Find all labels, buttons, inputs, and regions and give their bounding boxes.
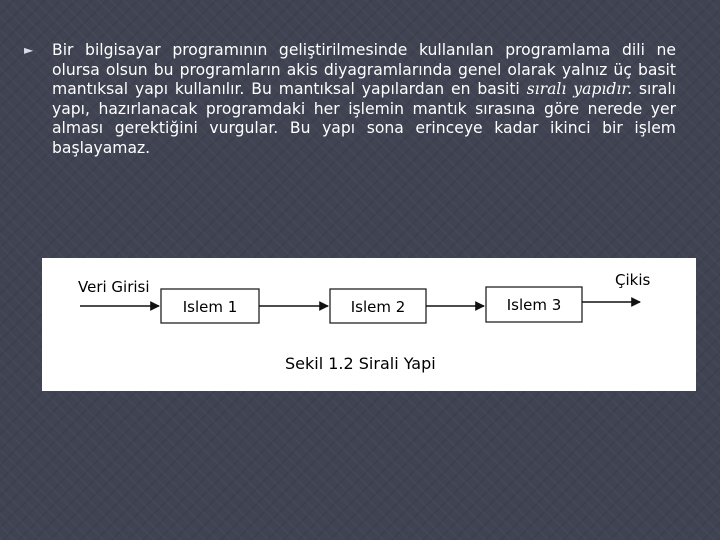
paragraph-emphasis: sıralı yapıdır.: [526, 80, 633, 99]
input-label: Veri Girisi: [78, 278, 150, 296]
bullet-arrow-icon: ►: [24, 43, 34, 57]
process-box-1-label: Islem 1: [182, 298, 238, 316]
paragraph-text-start: Bir bilgisayar programının geliştirilmesinde kullanılan programlama dili ne olursa olsun bu programların akis diyagramlarında genel olarak yalnız üç basit mantıksal yapı kullanılır. Bu mantıksal yapılardan en basiti: [52, 41, 676, 99]
sequence-diagram: [42, 258, 696, 391]
process-box-2-label: Islem 2: [350, 298, 406, 316]
sequence-diagram-figure: [42, 258, 696, 391]
body-paragraph: [52, 41, 676, 159]
output-label: Çikis: [615, 271, 651, 289]
process-box-3-label: Islem 3: [506, 296, 562, 314]
figure-caption: Sekil 1.2 Sirali Yapi: [285, 354, 436, 373]
paragraph-text-end: sıralı yapı, hazırlanacak programdaki her işlemin mantık sırasına göre nerede yer alması gerektiğini vurgular. Bu yapı sona erinceye kadar ikinci bir işlem başlayamaz.: [52, 80, 677, 157]
